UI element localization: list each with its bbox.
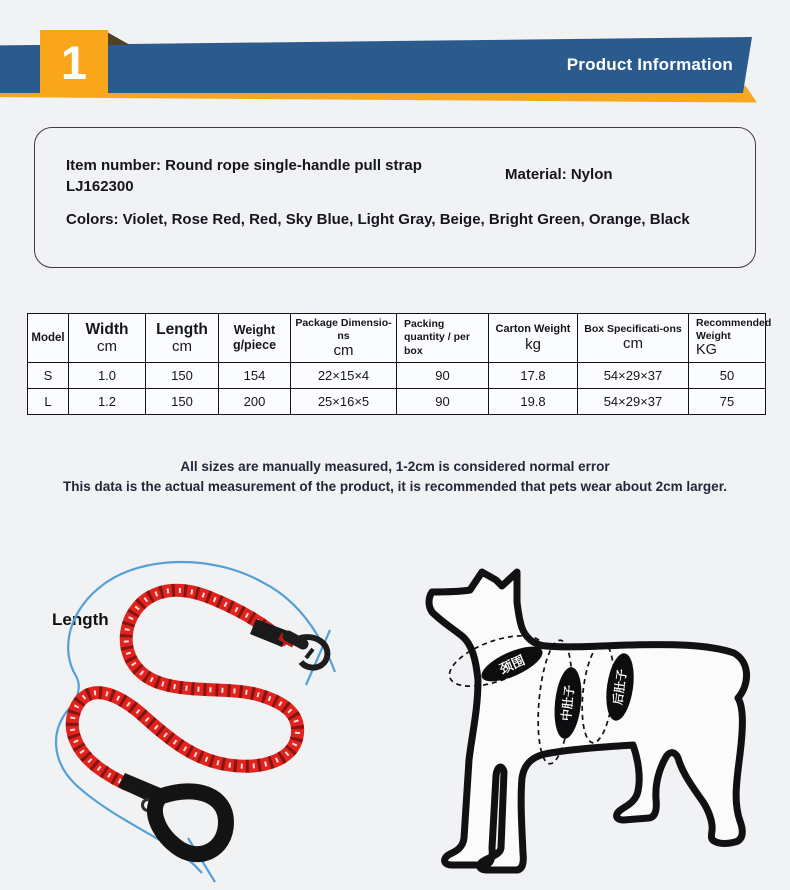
col-header-carton-weight: Carton Weight kg	[489, 314, 578, 363]
cell-width: 1.2	[69, 389, 146, 415]
rear-belly-label: 后肚子	[610, 668, 630, 706]
step-number: 1	[60, 35, 88, 89]
length-label: Length	[52, 610, 109, 629]
cell-model: S	[28, 363, 69, 389]
colors-text: Colors: Violet, Rose Red, Red, Sky Blue, Light Gray, Beige, Bright Green, Orange, Black	[66, 211, 690, 228]
cell-length: 150	[146, 389, 219, 415]
item-number-text: Item number: Round rope single-handle pull strap LJ162300	[66, 157, 422, 195]
col-header-weight: Weight g/piece	[219, 314, 291, 363]
spec-table	[27, 313, 772, 415]
mid-belly-label: 中肚子	[559, 684, 577, 722]
cell-model: L	[28, 389, 69, 415]
step-number-badge	[40, 30, 108, 94]
dog-measurement-diagram	[418, 548, 766, 886]
section-title: Product Information	[566, 55, 733, 74]
product-info-box	[34, 127, 756, 268]
col-header-packing-quantity: Packing quantity / per box	[397, 314, 489, 363]
cell-box: 54×29×37	[578, 363, 689, 389]
col-header-width: Width cm	[69, 314, 146, 363]
material-text: Material: Nylon	[505, 166, 613, 183]
col-header-length: Length cm	[146, 314, 219, 363]
table-row	[28, 363, 766, 389]
cell-package: 22×15×4	[291, 363, 397, 389]
rope	[72, 590, 297, 790]
cell-package: 25×16×5	[291, 389, 397, 415]
neck-label: 颈围	[497, 653, 528, 678]
table-row	[28, 389, 766, 415]
leash-length-diagram	[30, 546, 360, 890]
cell-packing: 90	[397, 389, 489, 415]
cell-recommended: 50	[689, 363, 766, 389]
cell-recommended: 75	[689, 389, 766, 415]
cell-weight: 200	[219, 389, 291, 415]
col-header-recommended-weight: Recommended Weight KG	[689, 314, 766, 363]
col-header-box-specifications: Box Specificati-ons cm	[578, 314, 689, 363]
cell-weight: 154	[219, 363, 291, 389]
foam-handle	[155, 791, 226, 854]
cell-carton: 17.8	[489, 363, 578, 389]
badge-fold-shadow	[107, 32, 130, 45]
col-header-package-dimensions: Package Dimensio-ns cm	[291, 314, 397, 363]
cell-length: 150	[146, 363, 219, 389]
spec-table-header-row	[28, 314, 766, 363]
dog-outline	[429, 572, 747, 870]
cell-width: 1.0	[69, 363, 146, 389]
cell-packing: 90	[397, 363, 489, 389]
note-line-2: This data is the actual measurement of the product, it is recommended that pets wear about 2cm larger.	[63, 479, 727, 494]
cell-carton: 19.8	[489, 389, 578, 415]
col-header-model: Model	[28, 314, 69, 363]
note-line-1: All sizes are manually measured, 1-2cm is considered normal error	[180, 459, 610, 474]
cell-box: 54×29×37	[578, 389, 689, 415]
